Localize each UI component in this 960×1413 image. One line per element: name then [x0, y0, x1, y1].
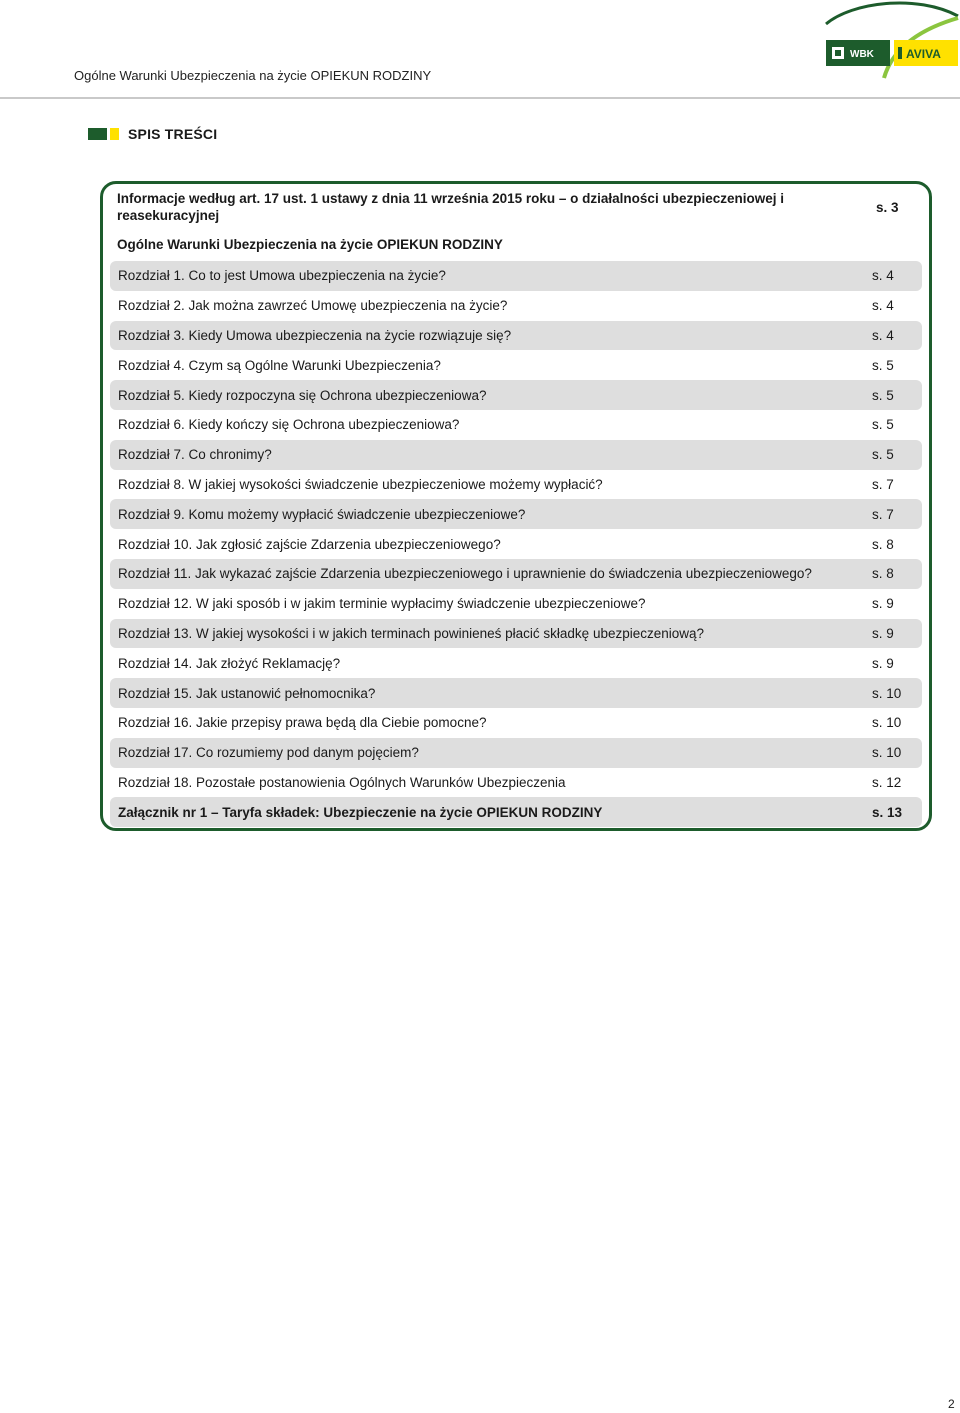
toc-row-page: s. 4	[872, 327, 894, 343]
toc-row[interactable]	[110, 708, 922, 738]
toc-row[interactable]	[110, 529, 922, 559]
toc-row-label: Rozdział 15. Jak ustanowić pełnomocnika?	[118, 685, 376, 701]
toc-row-label: Rozdział 8. W jakiej wysokości świadczenie ubezpieczeniowe możemy wypłacić?	[118, 476, 603, 492]
toc-row-label: Rozdział 6. Kiedy kończy się Ochrona ubezpieczeniowa?	[118, 417, 460, 433]
toc-row-page: s. 8	[872, 536, 894, 552]
toc-row[interactable]	[110, 291, 922, 321]
toc-row-label: Rozdział 2. Jak można zawrzeć Umowę ubezpieczenia na życie?	[118, 298, 508, 314]
toc-list	[110, 261, 922, 827]
toc-row-label: Rozdział 5. Kiedy rozpoczyna się Ochrona ubezpieczeniowa?	[118, 387, 487, 403]
toc-row-label: Rozdział 3. Kiedy Umowa ubezpieczenia na życie rozwiązuje się?	[118, 327, 512, 343]
toc-row-page: s. 10	[872, 685, 902, 701]
toc-row-label: Rozdział 7. Co chronimy?	[118, 447, 272, 463]
toc-row-label: Rozdział 18. Pozostałe postanowienia Ogólnych Warunków Ubezpieczenia	[118, 774, 566, 790]
toc-row[interactable]	[110, 559, 922, 589]
toc-row[interactable]	[110, 380, 922, 410]
toc-row-label: Rozdział 4. Czym są Ogólne Warunki Ubezpieczenia?	[118, 357, 441, 373]
toc-row-page: s. 10	[872, 745, 902, 761]
toc-row-label: Rozdział 12. W jaki sposób i w jakim terminie wypłacimy świadczenie ubezpieczeniowe?	[118, 596, 646, 612]
toc-row[interactable]	[110, 797, 922, 827]
toc-row-label: Rozdział 16. Jakie przepisy prawa będą dla Ciebie pomocne?	[118, 715, 487, 731]
yellow-square-marker	[110, 128, 119, 140]
toc-row-page: s. 5	[872, 387, 894, 403]
toc-row-label: Rozdział 9. Komu możemy wypłacić świadczenie ubezpieczeniowe?	[118, 506, 526, 522]
toc-row-page: s. 5	[872, 447, 894, 463]
toc-row[interactable]	[110, 619, 922, 649]
document-title: Ogólne Warunki Ubezpieczenia na życie OPIEKUN RODZINY	[74, 68, 432, 83]
toc-row-page: s. 5	[872, 357, 894, 373]
toc-intro-entry[interactable]: Informacje według art. 17 ust. 1 ustawy z dnia 11 września 2015 roku – o działalności ubezpieczeniowej i reasekuracyjnej	[117, 191, 784, 223]
toc-row[interactable]	[110, 410, 922, 440]
toc-row-label: Rozdział 10. Jak zgłosić zajście Zdarzenia ubezpieczeniowego?	[118, 536, 501, 552]
header-divider	[0, 97, 960, 99]
toc-row[interactable]	[110, 261, 922, 291]
toc-row[interactable]	[110, 738, 922, 768]
toc-heading-label: SPIS TREŚCI	[128, 126, 218, 142]
toc-row[interactable]	[110, 648, 922, 678]
toc-row[interactable]	[110, 499, 922, 529]
toc-row[interactable]	[110, 589, 922, 619]
toc-row-label: Rozdział 13. W jakiej wysokości i w jakich terminach powinieneś płacić składkę ubezpieczeniową?	[118, 625, 705, 641]
toc-row-page: s. 5	[872, 417, 894, 433]
page-number: 2	[948, 1397, 955, 1411]
toc-row[interactable]	[110, 350, 922, 380]
toc-intro-page: s. 3	[876, 200, 899, 215]
toc-row-page: s. 9	[872, 625, 894, 641]
toc-row-label: Rozdział 11. Jak wykazać zajście Zdarzenia ubezpieczeniowego i uprawnienie do świadczenia ubezpieczeniowego?	[118, 566, 812, 582]
toc-row-page: s. 4	[872, 268, 894, 284]
toc-owu-heading: Ogólne Warunki Ubezpieczenia na życie OPIEKUN RODZINY	[117, 237, 503, 252]
toc-row-label: Rozdział 17. Co rozumiemy pod danym pojęciem?	[118, 745, 419, 761]
toc-row-page: s. 8	[872, 566, 894, 582]
logo-wbk-text: WBK	[850, 49, 874, 60]
toc-row[interactable]	[110, 768, 922, 798]
toc-row-label: Załącznik nr 1 – Taryfa składek: Ubezpieczenie na życie OPIEKUN RODZINY	[118, 804, 603, 820]
toc-row[interactable]	[110, 470, 922, 500]
toc-row-page: s. 7	[872, 476, 894, 492]
toc-row-label: Rozdział 1. Co to jest Umowa ubezpieczenia na życie?	[118, 268, 446, 284]
toc-row-page: s. 13	[872, 804, 903, 820]
toc-row[interactable]	[110, 678, 922, 708]
toc-row-page: s. 9	[872, 596, 894, 612]
toc-row-page: s. 4	[872, 298, 894, 314]
toc-row-page: s. 12	[872, 774, 902, 790]
toc-row[interactable]	[110, 321, 922, 351]
logo-aviva-text: AVIVA	[906, 47, 941, 61]
toc-row-page: s. 9	[872, 655, 894, 671]
toc-row-label: Rozdział 14. Jak złożyć Reklamację?	[118, 655, 341, 671]
toc-heading	[88, 126, 217, 142]
toc-row[interactable]	[110, 440, 922, 470]
wbk-aviva-logo	[822, 0, 960, 82]
toc-row-page: s. 7	[872, 506, 894, 522]
green-square-marker	[88, 128, 107, 140]
toc-row-page: s. 10	[872, 715, 902, 731]
